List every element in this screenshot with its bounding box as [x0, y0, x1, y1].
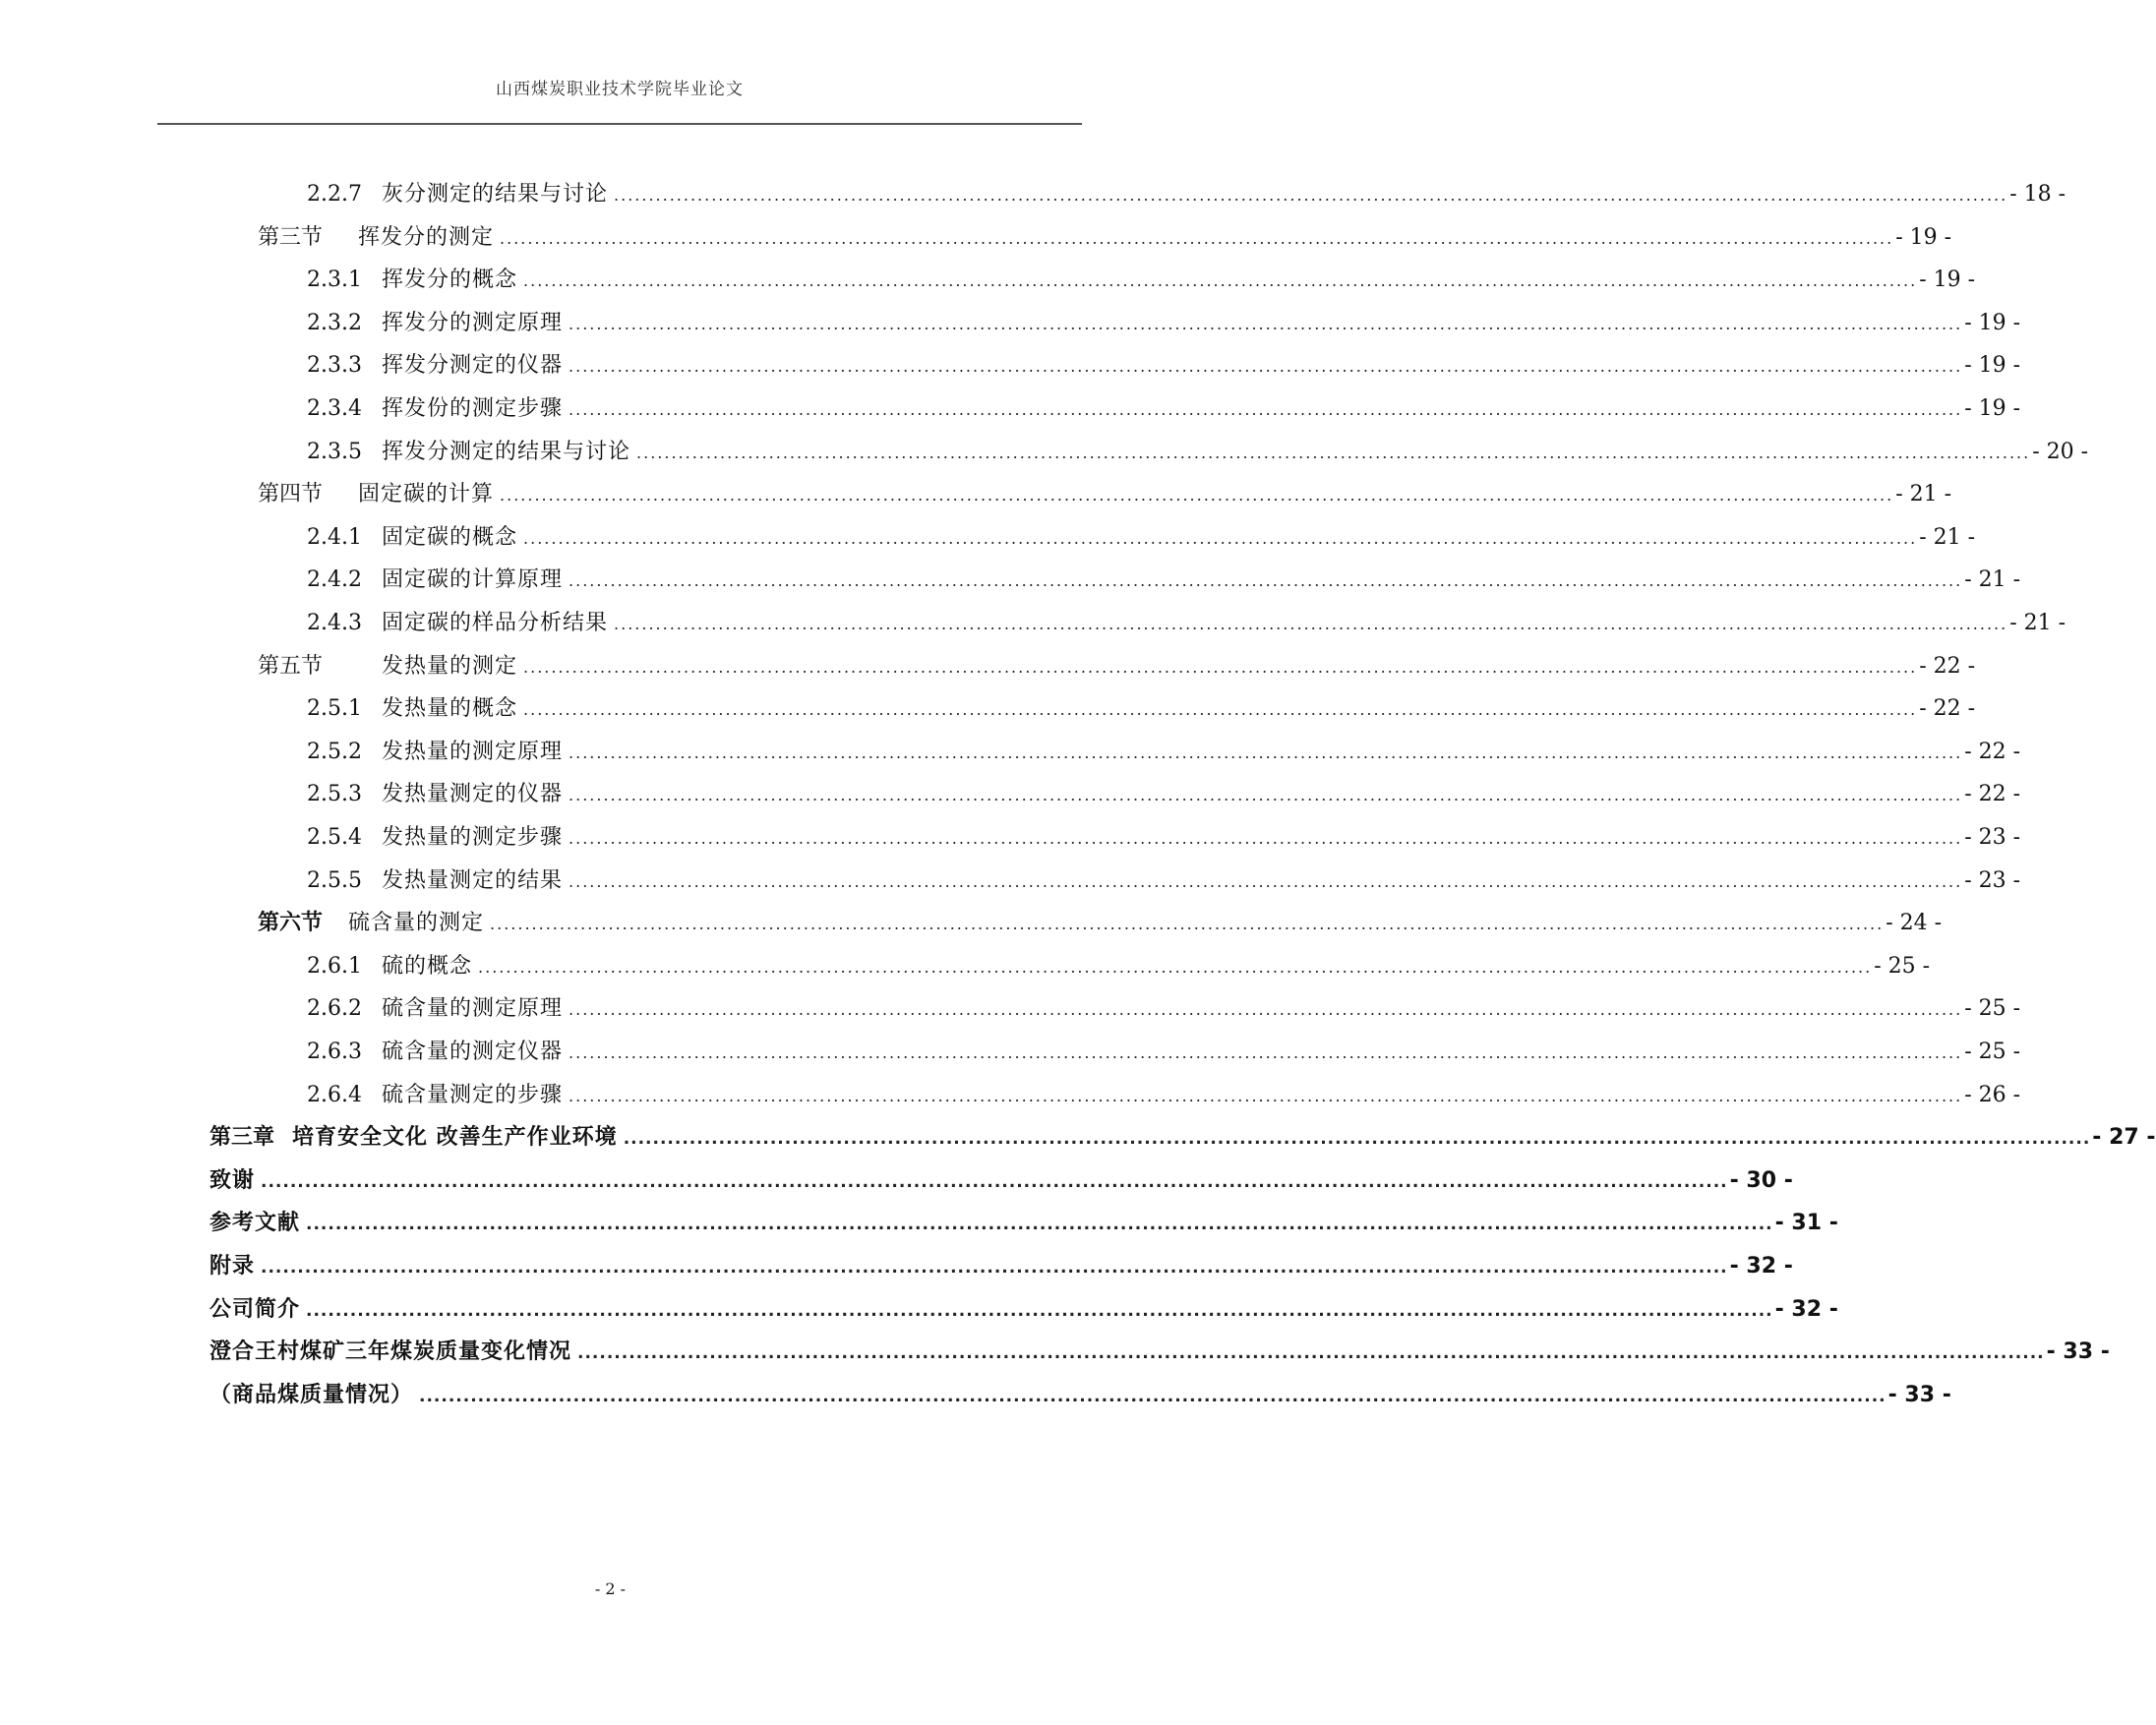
toc-leader-dots: ........................................................................................................................................................................................................	[523, 700, 1918, 720]
toc-entry-page: - 22 -	[1919, 653, 1976, 679]
running-header: 山西煤炭职业技术学院毕业论文	[496, 80, 744, 99]
toc-entry-title: 固定碳的计算	[358, 482, 495, 507]
toc-entry[interactable]	[307, 863, 2021, 897]
toc-entry[interactable]	[307, 991, 2021, 1025]
toc-leader-dots: ........................................................................................................................................................................................................	[306, 1215, 1773, 1235]
toc-entry-title: 发热量的测定步骤	[382, 825, 564, 850]
toc-entry[interactable]	[258, 649, 1976, 683]
toc-entry-number: 2.3.1	[307, 268, 362, 293]
toc-entry-title: 硫含量测定的步骤	[382, 1082, 564, 1107]
toc-entry-number: 2.4.2	[307, 567, 362, 593]
toc-entry-title: 固定碳的样品分析结果	[382, 611, 609, 635]
toc-entry-page: - 21 -	[1895, 482, 1952, 507]
toc-entry-page: - 25 -	[1964, 996, 2021, 1022]
toc-entry[interactable]	[307, 435, 2089, 468]
toc-entry[interactable]	[307, 263, 1976, 296]
header-rule	[157, 123, 1082, 125]
toc-entry-number: 2.6.2	[307, 996, 362, 1022]
toc-entry[interactable]	[307, 606, 2066, 639]
toc-entry[interactable]	[210, 1206, 1838, 1239]
toc-leader-dots: ........................................................................................................................................................................................................	[569, 571, 1963, 591]
toc-entry-number: 第五节	[258, 653, 324, 679]
toc-entry-page: - 25 -	[1874, 953, 1931, 979]
toc-entry-title: 发热量的测定原理	[382, 739, 564, 764]
toc-entry-page: - 24 -	[1886, 911, 1943, 936]
toc-entry-page: - 22 -	[1964, 739, 2021, 764]
toc-entry[interactable]	[210, 1120, 2156, 1154]
toc-entry-number: 2.2.7	[307, 182, 362, 207]
toc-entry-page: - 19 -	[1964, 310, 2021, 335]
toc-leader-dots: ........................................................................................................................................................................................................	[569, 1086, 1963, 1105]
toc-entry-number: 2.6.4	[307, 1082, 362, 1107]
toc-entry-page: - 26 -	[1964, 1082, 2021, 1107]
toc-entry-title: 硫含量的测定	[348, 911, 485, 936]
toc-entry-page: - 23 -	[1964, 825, 2021, 850]
toc-entry-number: 2.5.2	[307, 739, 362, 764]
toc-entry[interactable]	[307, 520, 1976, 554]
toc-entry[interactable]	[307, 1035, 2021, 1068]
toc-entry-number: 2.3.5	[307, 439, 362, 464]
toc-entry-page: - 32 -	[1729, 1254, 1793, 1279]
toc-entry[interactable]	[210, 1335, 2110, 1368]
toc-entry[interactable]	[307, 691, 1976, 725]
toc-entry-number: 2.5.1	[307, 696, 362, 722]
toc-entry-page: - 27 -	[2092, 1125, 2156, 1151]
toc-leader-dots: ........................................................................................................................................................................................................	[261, 1258, 1728, 1278]
toc-entry-title: 发热量测定的仪器	[382, 782, 564, 807]
toc-leader-dots: ........................................................................................................................................................................................................	[306, 1300, 1773, 1321]
toc-entry-number: 第三章	[210, 1125, 275, 1151]
toc-leader-dots: ........................................................................................................................................................................................................	[569, 743, 1963, 762]
toc-entry-title: 灰分测定的结果与讨论	[382, 182, 609, 207]
toc-entry[interactable]	[307, 563, 2021, 596]
toc-entry[interactable]	[210, 1163, 1793, 1197]
toc-entry-page: - 21 -	[2009, 611, 2066, 635]
toc-entry-number: 2.5.5	[307, 867, 362, 893]
toc-leader-dots: ........................................................................................................................................................................................................	[523, 528, 1918, 548]
toc-entry[interactable]	[307, 949, 1931, 982]
toc-entry-title: 固定碳的计算原理	[382, 567, 564, 593]
toc-entry-number: 第四节	[258, 482, 324, 507]
toc-entry-title: 固定碳的概念	[382, 524, 518, 550]
toc-leader-dots: ........................................................................................................................................................................................................	[623, 1129, 2091, 1150]
toc-entry-number: 2.6.1	[307, 953, 362, 979]
toc-leader-dots: ........................................................................................................................................................................................................	[569, 400, 1963, 419]
toc-entry-page: - 22 -	[1919, 696, 1976, 722]
toc-entry-page: - 20 -	[2032, 439, 2089, 464]
toc-entry[interactable]	[258, 906, 1943, 939]
toc-entry[interactable]	[307, 177, 2066, 210]
toc-entry-page: - 25 -	[1964, 1040, 2021, 1064]
toc-leader-dots: ........................................................................................................................................................................................................	[569, 829, 1963, 848]
toc-leader-dots: ........................................................................................................................................................................................................	[569, 357, 1963, 377]
toc-entry-page: - 33 -	[2046, 1339, 2110, 1365]
toc-entry-title: 硫含量的测定原理	[382, 996, 564, 1022]
toc-entry[interactable]	[307, 306, 2021, 339]
toc-entry-number: 2.5.4	[307, 825, 362, 850]
toc-leader-dots: ........................................................................................................................................................................................................	[261, 1171, 1728, 1192]
toc-leader-dots: ........................................................................................................................................................................................................	[478, 957, 1873, 977]
toc-leader-dots: ........................................................................................................................................................................................................	[500, 486, 1894, 506]
toc-entry[interactable]	[210, 1249, 1793, 1282]
toc-entry[interactable]	[258, 220, 1952, 254]
toc-leader-dots: ........................................................................................................................................................................................................	[523, 271, 1918, 291]
toc-entry-page: - 33 -	[1887, 1382, 1951, 1407]
toc-entry-title: 附录	[210, 1254, 256, 1279]
toc-entry-number: 2.5.3	[307, 782, 362, 807]
toc-entry-page: - 19 -	[1919, 268, 1976, 293]
toc-entry-number: 2.4.1	[307, 524, 362, 550]
toc-entry-page: - 31 -	[1774, 1211, 1838, 1236]
toc-entry[interactable]	[307, 777, 2021, 810]
toc-leader-dots: ........................................................................................................................................................................................................	[569, 786, 1963, 805]
toc-entry-page: - 19 -	[1964, 396, 2021, 421]
toc-leader-dots: ........................................................................................................................................................................................................	[419, 1386, 1886, 1406]
toc-entry[interactable]	[210, 1378, 1951, 1411]
toc-entry[interactable]	[307, 348, 2021, 382]
toc-entry[interactable]	[210, 1292, 1838, 1326]
toc-entry-title: 硫含量的测定仪器	[382, 1040, 564, 1064]
toc-entry-title: 培育安全文化 改善生产作业环境	[292, 1125, 618, 1151]
toc-entry[interactable]	[307, 735, 2021, 768]
toc-entry-number: 第三节	[258, 224, 324, 250]
toc-entry[interactable]	[258, 477, 1952, 510]
toc-entry-page: - 21 -	[1919, 524, 1976, 550]
toc-entry-title: 发热量的测定	[382, 653, 518, 679]
toc-entry-page: - 19 -	[1964, 353, 2021, 379]
toc-entry-page: - 23 -	[1964, 867, 2021, 893]
toc-entry-title: 挥发份的测定步骤	[382, 396, 564, 421]
toc-entry[interactable]	[307, 820, 2021, 854]
toc-entry-number: 第六节	[258, 911, 324, 936]
toc-entry-title: 致谢	[210, 1167, 256, 1193]
toc-leader-dots: ........................................................................................................................................................................................................	[577, 1343, 2045, 1364]
toc-entry-page: - 21 -	[1964, 567, 2021, 593]
toc-entry-page: - 30 -	[1729, 1167, 1793, 1193]
toc-leader-dots: ........................................................................................................................................................................................................	[614, 615, 2008, 633]
toc-entry-title: 挥发分的测定	[358, 224, 495, 250]
toc-entry-title: 挥发分的测定原理	[382, 310, 564, 335]
toc-entry-title: 挥发分测定的结果与讨论	[382, 439, 631, 464]
toc-entry-page: - 18 -	[2009, 182, 2066, 207]
toc-leader-dots: ........................................................................................................................................................................................................	[614, 186, 2008, 205]
toc-entry-title: 发热量的概念	[382, 696, 518, 722]
toc-entry[interactable]	[307, 1078, 2021, 1111]
toc-entry-title: 参考文献	[210, 1211, 301, 1236]
toc-entry-number: 2.4.3	[307, 611, 362, 635]
toc-entry-page: - 32 -	[1774, 1296, 1838, 1322]
toc-entry-page: - 22 -	[1964, 782, 2021, 807]
toc-entry-title: 发热量测定的结果	[382, 867, 564, 893]
toc-entry-number: 2.6.3	[307, 1040, 362, 1064]
toc-leader-dots: ........................................................................................................................................................................................................	[523, 657, 1918, 677]
toc-leader-dots: ........................................................................................................................................................................................................	[569, 314, 1963, 333]
toc-entry-title: 挥发分的概念	[382, 268, 518, 293]
toc-entry-title: （商品煤质量情况）	[210, 1382, 414, 1407]
toc-leader-dots: ........................................................................................................................................................................................................	[500, 228, 1894, 248]
toc-entry-number: 2.3.2	[307, 310, 362, 335]
toc-entry-title: 公司简介	[210, 1296, 301, 1322]
toc-entry-title: 硫的概念	[382, 953, 473, 979]
page-number: - 2 -	[594, 1579, 627, 1598]
toc-entry-number: 2.3.3	[307, 353, 362, 379]
toc-leader-dots: ........................................................................................................................................................................................................	[636, 443, 2031, 462]
toc-entry-title: 澄合王村煤矿三年煤炭质量变化情况	[210, 1339, 572, 1365]
toc-entry-title: 挥发分测定的仪器	[382, 353, 564, 379]
toc-leader-dots: ........................................................................................................................................................................................................	[490, 915, 1885, 934]
toc-entry-number: 2.3.4	[307, 396, 362, 421]
toc-entry[interactable]	[307, 391, 2021, 425]
toc-leader-dots: ........................................................................................................................................................................................................	[569, 871, 1963, 891]
toc-leader-dots: ........................................................................................................................................................................................................	[569, 1043, 1963, 1062]
toc-leader-dots: ........................................................................................................................................................................................................	[569, 1000, 1963, 1020]
toc-entry-page: - 19 -	[1895, 224, 1952, 250]
